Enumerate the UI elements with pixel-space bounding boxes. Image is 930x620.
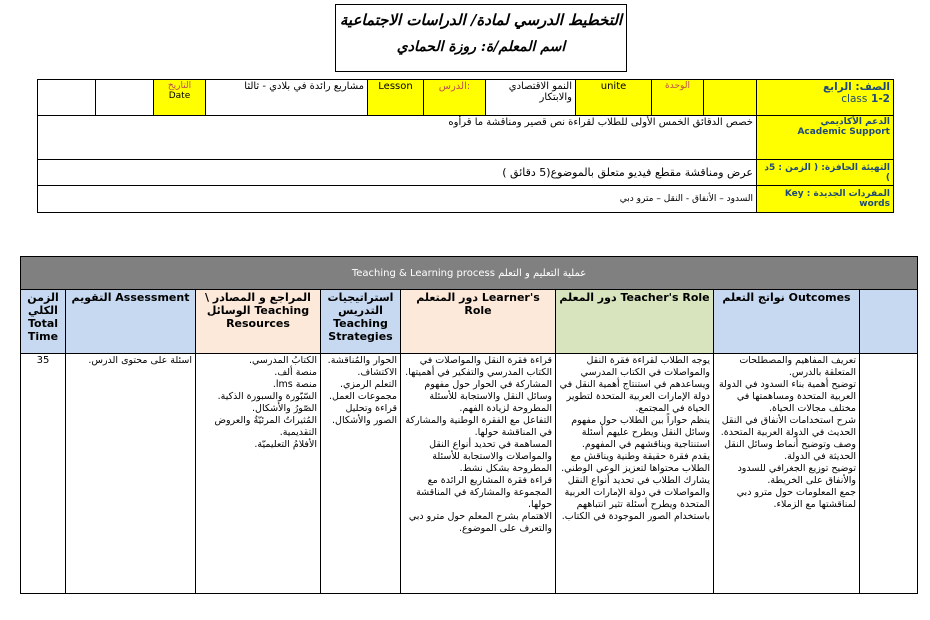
resources-text: الكتابُ المدرسي. منصة ألف. منصة lms. السّبّورة والسبورة الذكية. الصّورُ والأشكال. المُثيراتُ المرئيّةُ والعروض التقديمية. الأفلامُ التعليميّة.: [196, 354, 321, 594]
teacher-name: اسم المعلم/ة: روزة الحمادي: [396, 39, 566, 55]
header-assessment: التقويم Assessment: [66, 290, 196, 354]
grade-label: الصف: الرابع: [822, 81, 890, 93]
keywords-text: السدود – الأنفاق - النقل – مترو دبي: [38, 186, 757, 213]
total-time-value: 35: [21, 354, 66, 594]
info-row-warmup: [38, 160, 894, 186]
warmup-label: التهيئة الحافزة: ( الزمن : 5د ): [757, 160, 894, 186]
header-learner: دور المتعلم Learner's Role: [401, 290, 556, 354]
info-row-keywords: [38, 186, 894, 213]
support-label-ar: الدعم الأكاديمي: [820, 117, 890, 127]
info-row-1: [38, 80, 894, 116]
page-title: التخطيط الدرسي لمادة/ الدراسات الاجتماعية: [339, 11, 623, 29]
process-content-row: [21, 354, 918, 594]
support-label-en: Academic Support: [797, 127, 890, 137]
unit-value: النمو الاقتصادي والابتكار: [486, 80, 576, 116]
keywords-label: المفردات الجديدة : Key words: [757, 186, 894, 213]
strategies-text: الحوار والمُناقشة. الاكتشاف. التعلم الرمزي. مجموعات العمل. قراءة وتحليل الصور والأشكال.: [321, 354, 401, 594]
learner-role-text: قراءة فقرة النقل والمواصلات في الكتاب المدرسي والتفكير في أهميتها. المشاركة في الحوار حول مفهوم وسائل النقل والاستجابة للأسئلة المطروحة لزيادة الفهم. التفاعل مع الفقرة الوطنية والمشاركة في المناقشة حولها. المساهمة في تحديد أنواع النقل والمواصلات والاستجابة للأسئلة المطروحة بشكل نشط. قراءة فقرة المشاريع الرائدة مع المجموعة والمشاركة في المناقشة حولها. الاهتمام بشرح المعلم حول مترو دبي والتعرف على الموضوع.: [401, 354, 556, 594]
warmup-text: عرض ومناقشة مقطع فيديو متعلق بالموضوع(5 دقائق ): [38, 160, 757, 186]
header-resources: المراجع و المصادر \ الوسائل Teaching Resources: [196, 290, 321, 354]
teacher-role-text: يوجه الطلاب لقراءة فقرة النقل والمواصلات في الكتاب المدرسي ويساعدهم في استنتاج أهمية النقل في دولة الإمارات العربية المتحدة لتطوير الحياة في المجتمع. ينظم حواراً بين الطلاب حول مفهوم وسائل النقل ويطرح عليهم أسئلة استنتاجية ويناقشهم في المفهوم. يقدم فقرة حقيقة وطنية ويناقش مع الطلاب محتواها لتعزيز الوعي الوطني. يشارك الطلاب في تحديد أنواع النقل والمواصلات في دولة الإمارات العربية المتحدة ويطرح أسئلة تثير انتباههم باستخدام الصور الموجودة في الكتاب.: [556, 354, 714, 594]
assessment-text: اسئلة على محتوى الدرس.: [66, 354, 196, 594]
date-value: [96, 80, 154, 116]
grade-spacer: [704, 80, 757, 116]
process-header-row: [21, 290, 918, 354]
class-label: class: [841, 93, 868, 105]
process-table: [20, 256, 918, 594]
process-band: [21, 257, 918, 290]
header-time: الزمن الكلي Total Time: [21, 290, 66, 354]
support-text: خصص الدقائق الخمس الأولى للطلاب لقراءة نص قصير ومناقشة ما قرأوه: [38, 116, 757, 160]
header-teacher: دور المعلم Teacher's Role: [556, 290, 714, 354]
info-row-support: [38, 116, 894, 160]
support-label: [757, 116, 894, 160]
lesson-info-table: [37, 79, 894, 213]
header-box: [335, 4, 627, 72]
date-label: [154, 80, 206, 116]
lesson-value: مشاريع رائدة في بلادي - ثالثا: [206, 80, 368, 116]
lesson-label-ar: الدرس:: [424, 80, 486, 116]
outcomes-text: تعريف المفاهيم والمصطلحات المتعلقة بالدرس. توضيح أهمية بناء السدود في الدولة العربية المتحدة ومساهمتها في مختلف مجالات الحياة. شرح استخدامات الأنفاق في النقل الحديث في الدولة العربية المتحدة. وصف وتوضيح أنماط وسائل النقل الحديثة في الدولة. توضيح توزيع الجغرافي للسدود والأنفاق على الخريطة. جمع المعلومات حول مترو دبي لمناقشتها مع الزملاء.: [714, 354, 860, 594]
process-band-title: Teaching & Learning process عملية التعليم و التعلم: [346, 266, 592, 281]
header-outcomes: نواتج التعلم Outcomes: [714, 290, 860, 354]
lesson-label-en: Lesson: [368, 80, 424, 116]
class-value: 1-2: [871, 93, 890, 105]
date-label-ar: التاريخ: [167, 81, 192, 91]
content-spacer: [860, 354, 918, 594]
header-spacer: [860, 290, 918, 354]
date-label-en: Date: [168, 91, 191, 101]
unit-label-en: unite: [576, 80, 652, 116]
header-strategies: استراتيجيات التدريس Teaching Strategies: [321, 290, 401, 354]
unit-label-ar: الوحدة: [652, 80, 704, 116]
grade-cell: [757, 80, 894, 116]
